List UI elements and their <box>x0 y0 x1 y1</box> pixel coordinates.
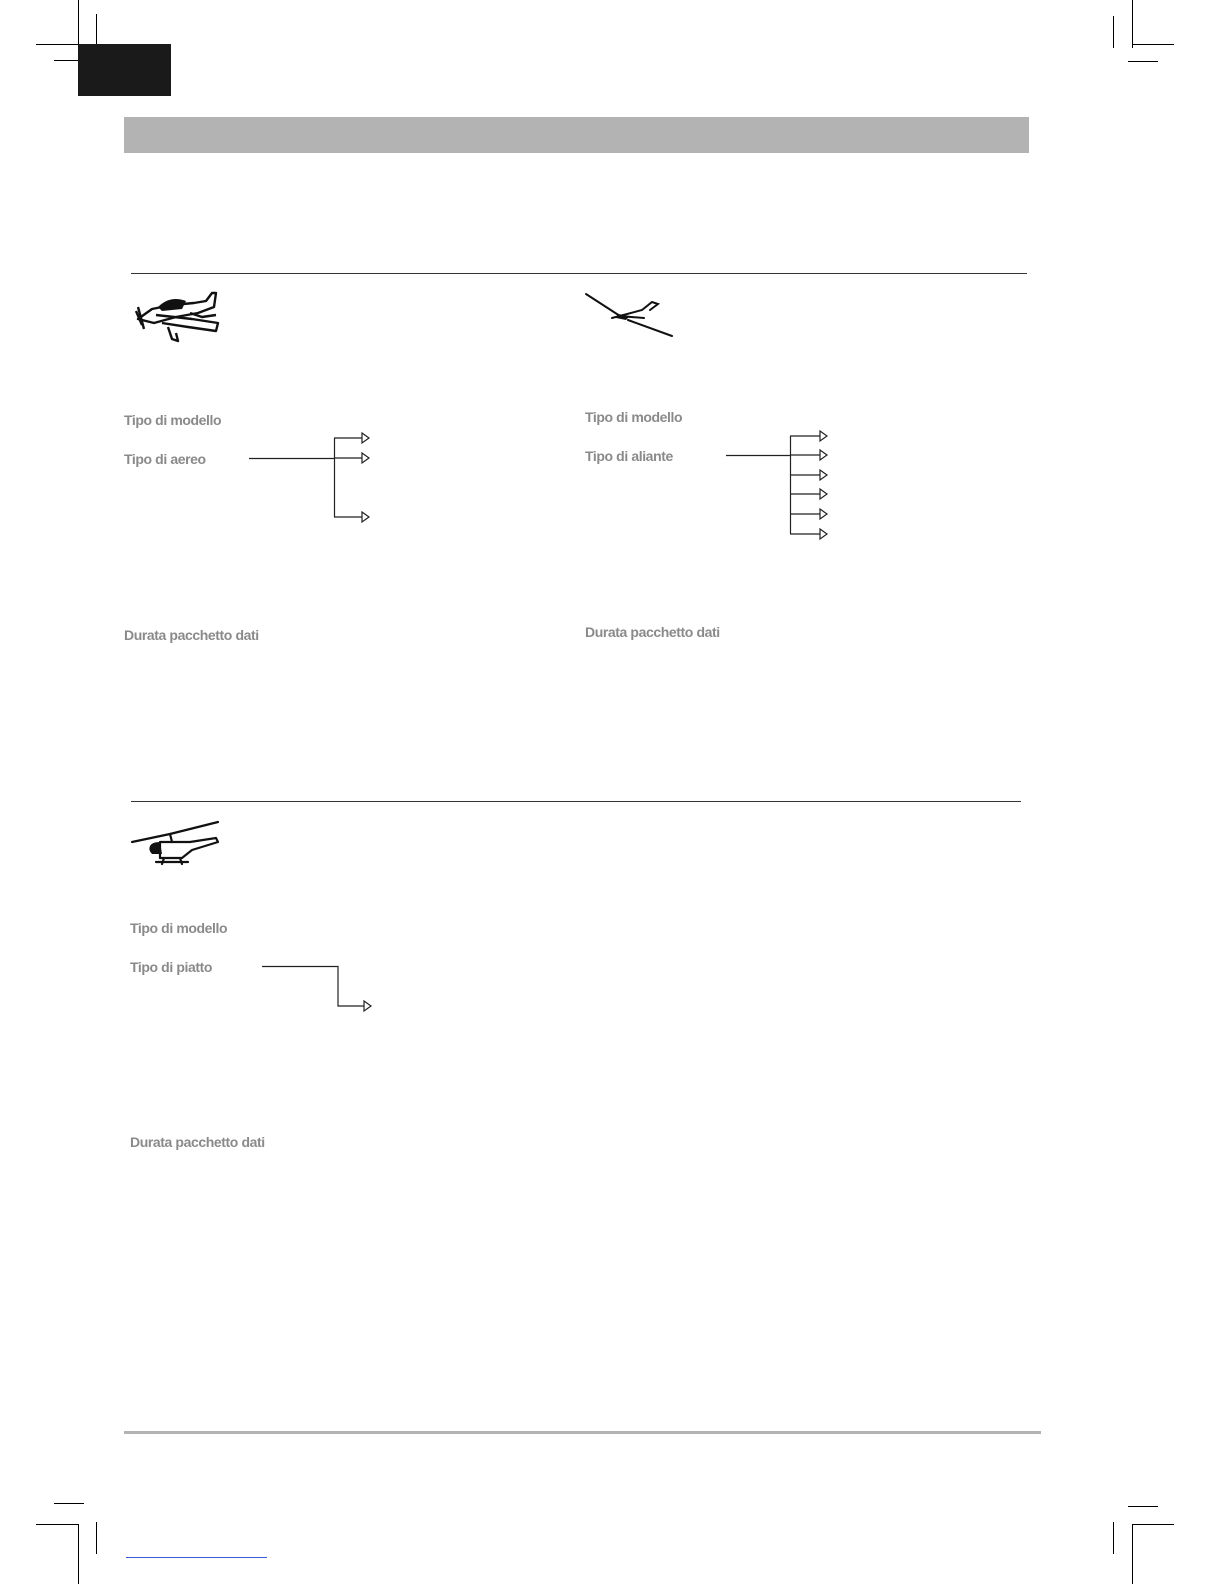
airplane-sub-type-label: Tipo di aereo <box>124 451 206 467</box>
footer-rule <box>124 1431 1041 1434</box>
airplane-frame-rate-label: Durata pacchetto dati <box>124 627 259 643</box>
glider-model-type-label: Tipo di modello <box>585 409 683 425</box>
footer-link-underline[interactable] <box>126 1557 267 1558</box>
helicopter-sub-type-label: Tipo di piatto <box>130 959 213 975</box>
glider-sub-type-label: Tipo di aliante <box>585 448 673 464</box>
helicopter-frame-rate-label: Durata pacchetto dati <box>130 1134 265 1150</box>
helicopter-model-type-label: Tipo di modello <box>130 920 228 936</box>
airplane-model-type-label: Tipo di modello <box>124 412 222 428</box>
glider-frame-rate-label: Durata pacchetto dati <box>585 624 720 640</box>
